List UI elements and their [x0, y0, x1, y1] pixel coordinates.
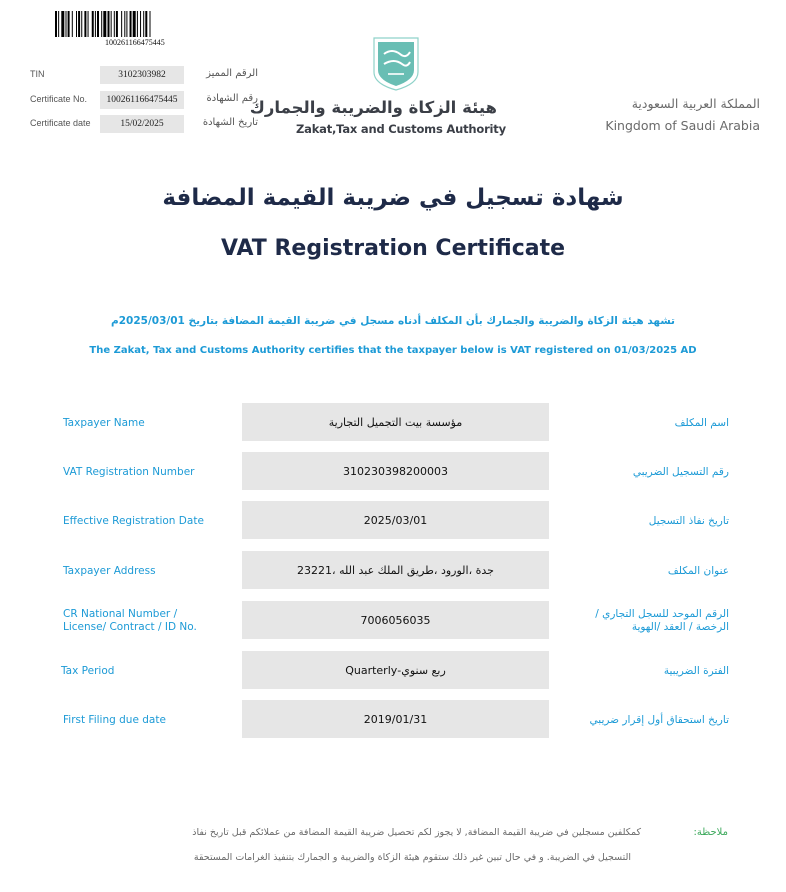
barcode-bar	[121, 11, 122, 37]
meta-label-ar: الرقم المميز	[206, 68, 258, 79]
meta-value: 15/02/2025	[100, 115, 184, 133]
certify-statement-en: The Zakat, Tax and Customs Authority certifies that the taxpayer below is VAT registered on 01/03/2025 AD	[89, 345, 697, 356]
field-label-ar: اسم المكلف	[674, 417, 729, 429]
barcode-bar	[111, 11, 112, 37]
barcode-bar	[95, 11, 96, 37]
page-title-ar: شهادة تسجيل في ضريبة القيمة المضافة	[162, 185, 624, 211]
barcode-number: 100261166475445	[105, 38, 165, 47]
barcode-bar	[72, 11, 73, 37]
field-label-en: Tax Period	[61, 665, 115, 677]
barcode-bar	[124, 11, 125, 37]
field-value: 310230398200003	[242, 452, 549, 490]
note-line-1: كمكلفين مسجلين في ضريبة القيمة المضافة, لا يجوز لكم تحصيل ضريبة القيمة المضافة من عملائكم قبل تاريخ نفاذ	[192, 827, 641, 838]
field-value: 2025/03/01	[242, 501, 549, 539]
barcode-bar	[133, 11, 136, 37]
kingdom-name-ar: المملكة العربية السعودية	[631, 96, 760, 111]
barcode-bar	[150, 11, 151, 37]
barcode-bar	[143, 11, 144, 37]
field-label-en: VAT Registration Number	[63, 466, 195, 478]
barcode-bar	[88, 11, 89, 37]
meta-label-ar: رقم الشهادة	[206, 93, 258, 104]
barcode-bar	[108, 11, 110, 37]
field-row-cr-number	[0, 601, 786, 639]
field-label-en: Taxpayer Address	[63, 565, 156, 577]
field-label-en: Taxpayer Name	[63, 417, 145, 429]
barcode-bar	[58, 11, 59, 37]
field-label-en: Effective Registration Date	[63, 515, 204, 527]
meta-row-tin	[30, 66, 258, 84]
page-title-en: VAT Registration Certificate	[220, 236, 566, 261]
barcode-bar	[84, 11, 86, 37]
barcode-bar	[126, 11, 127, 37]
field-label-ar: رقم التسجيل الضريبي	[632, 466, 729, 478]
field-label-en: First Filing due date	[63, 714, 166, 726]
barcode-bar	[103, 11, 106, 37]
barcode-bar	[66, 11, 67, 37]
field-value: 2019/01/31	[242, 700, 549, 738]
barcode-bar	[76, 11, 77, 37]
field-row-taxpayer-address	[0, 551, 786, 589]
barcode-bar	[137, 11, 138, 37]
field-value: ربع سنوي-Quarterly	[242, 651, 549, 689]
barcode-bar	[145, 11, 147, 37]
zatca-logo-icon	[370, 34, 422, 92]
barcode-bar	[61, 11, 64, 37]
field-label-ar: الرقم الموحد للسجل التجاري / الرخصة / العقد /الهوية	[595, 608, 729, 633]
certify-statement-ar: تشهد هيئة الزكاة والضريبة والجمارك بأن المكلف أدناه مسجل في ضريبة القيمة المضافة بتاريخ 2025/03/01م	[111, 315, 675, 327]
barcode-bar	[55, 11, 57, 37]
meta-row-certificate-date	[30, 115, 258, 133]
field-label-ar: تاريخ نفاذ التسجيل	[648, 515, 729, 527]
field-label-ar: تاريخ استحقاق أول إقرار ضريبي	[589, 714, 729, 726]
barcode	[55, 11, 225, 37]
field-value: 7006056035	[242, 601, 549, 639]
field-row-first-filing-date	[0, 700, 786, 738]
meta-row-certificate-no	[30, 91, 258, 109]
meta-label-en: Certificate No.	[30, 94, 88, 104]
field-label-ar: عنوان المكلف	[667, 565, 729, 577]
field-value: مؤسسة بيت التجميل التجارية	[242, 403, 549, 441]
field-label-ar: الفترة الضريبية	[663, 665, 729, 677]
field-row-tax-period	[0, 651, 786, 689]
meta-value: 3102303982	[100, 66, 184, 84]
authority-name-ar: هيئة الزكاة والضريبة والجمارك	[249, 98, 497, 117]
kingdom-name-en: Kingdom of Saudi Arabia	[605, 118, 760, 133]
barcode-bar	[140, 11, 141, 37]
field-row-effective-date	[0, 501, 786, 539]
field-value: جدة ،الورود ،طريق الملك عبد الله ،23221	[242, 551, 549, 589]
barcode-bar	[97, 11, 99, 37]
barcode-bar	[130, 11, 132, 37]
barcode-bar	[116, 11, 118, 37]
meta-value: 100261166475445	[100, 91, 184, 109]
field-label-en: CR National Number / License/ Contract / ID No.	[63, 608, 197, 633]
barcode-bar	[92, 11, 94, 37]
barcode-bar	[101, 11, 102, 37]
meta-label-en: Certificate date	[30, 118, 91, 128]
field-row-vat-number	[0, 452, 786, 490]
note-line-2: التسجيل في الضريبة. و في حال تبين غير ذلك ستقوم هيئة الزكاة والضريبة و الجمارك بتنفيذ الغرامات المستحقة	[193, 852, 631, 863]
note-label: ملاحظة:	[693, 827, 728, 838]
barcode-bar	[78, 11, 80, 37]
meta-label-en: TIN	[30, 69, 45, 79]
barcode-bar	[81, 11, 82, 37]
field-row-taxpayer-name	[0, 403, 786, 441]
barcode-bar	[68, 11, 70, 37]
barcode-bar	[114, 11, 115, 37]
authority-name-en: Zakat,Tax and Customs Authority	[296, 122, 506, 136]
meta-label-ar: تاريخ الشهادة	[202, 117, 258, 128]
